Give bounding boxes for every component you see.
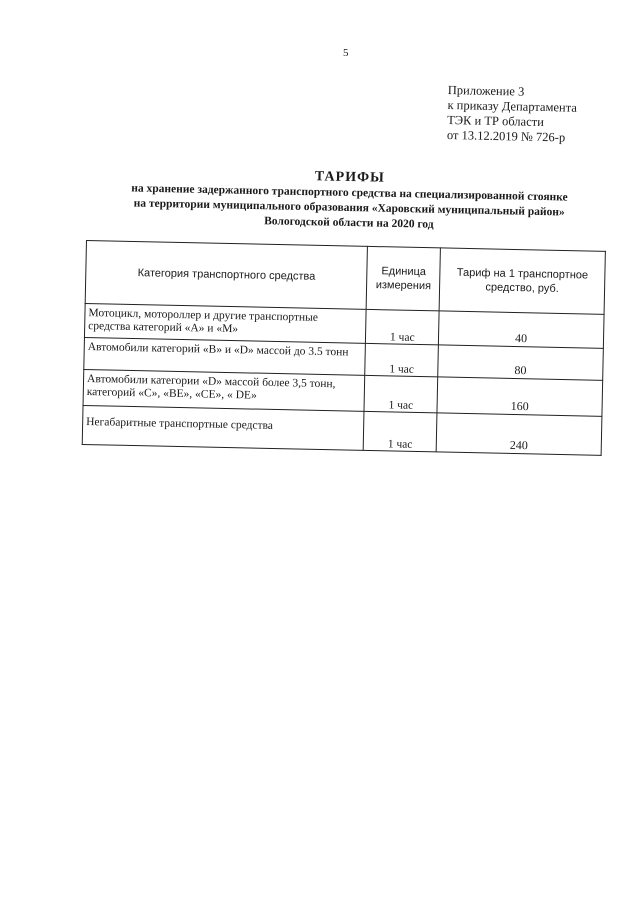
tariff-table	[82, 240, 606, 456]
appendix-block	[447, 83, 578, 146]
title-block	[89, 165, 610, 237]
cell-tariff: 240	[436, 413, 602, 455]
cell-category: Мотоцикл, мотороллер и другие транспортные средства категорий «А» и «М»	[84, 303, 366, 343]
cell-unit: 1 час	[364, 411, 438, 452]
appendix-line-2: к приказу Департамента	[447, 97, 578, 115]
cell-unit: 1 час	[366, 309, 439, 345]
cell-tariff: 40	[439, 311, 605, 348]
title-line-1: на хранение задержанного транспортного средства на специализированной стоянке	[131, 182, 568, 204]
cell-category: Автомобили категории «D» массой более 3,5 тонн, категорий «С», «ВЕ», «СЕ», « DE»	[83, 369, 365, 411]
page-number: 5	[343, 47, 349, 59]
header-category: Категория транспортного средства	[85, 241, 368, 310]
title-line-3: Вологодской области на 2020 год	[264, 215, 434, 231]
appendix-line-4: от 13.12.2019 № 726-р	[446, 127, 566, 145]
cell-unit: 1 час	[364, 375, 438, 413]
cell-tariff: 160	[437, 377, 603, 416]
appendix-line-3: ТЭК и ТР области	[447, 112, 545, 130]
cell-tariff: 80	[438, 345, 603, 380]
title-line-2: на территории муниципального образования «Харовский муниципальный район»	[133, 197, 565, 219]
table-header-row	[85, 241, 605, 315]
cell-category: Автомобили категорий «В» и «D» массой до 3.5 тонн	[84, 337, 366, 375]
appendix-line-1: Приложение 3	[447, 83, 525, 99]
cell-unit: 1 час	[365, 343, 438, 377]
header-unit: Единица измерения	[366, 246, 440, 311]
header-tariff: Тариф на 1 транспортное средство, руб.	[439, 248, 605, 314]
tariff-table-container	[82, 240, 606, 456]
cell-category: Негабаритные транспортные средства	[82, 405, 364, 450]
document-title: ТАРИФЫ	[314, 169, 385, 186]
